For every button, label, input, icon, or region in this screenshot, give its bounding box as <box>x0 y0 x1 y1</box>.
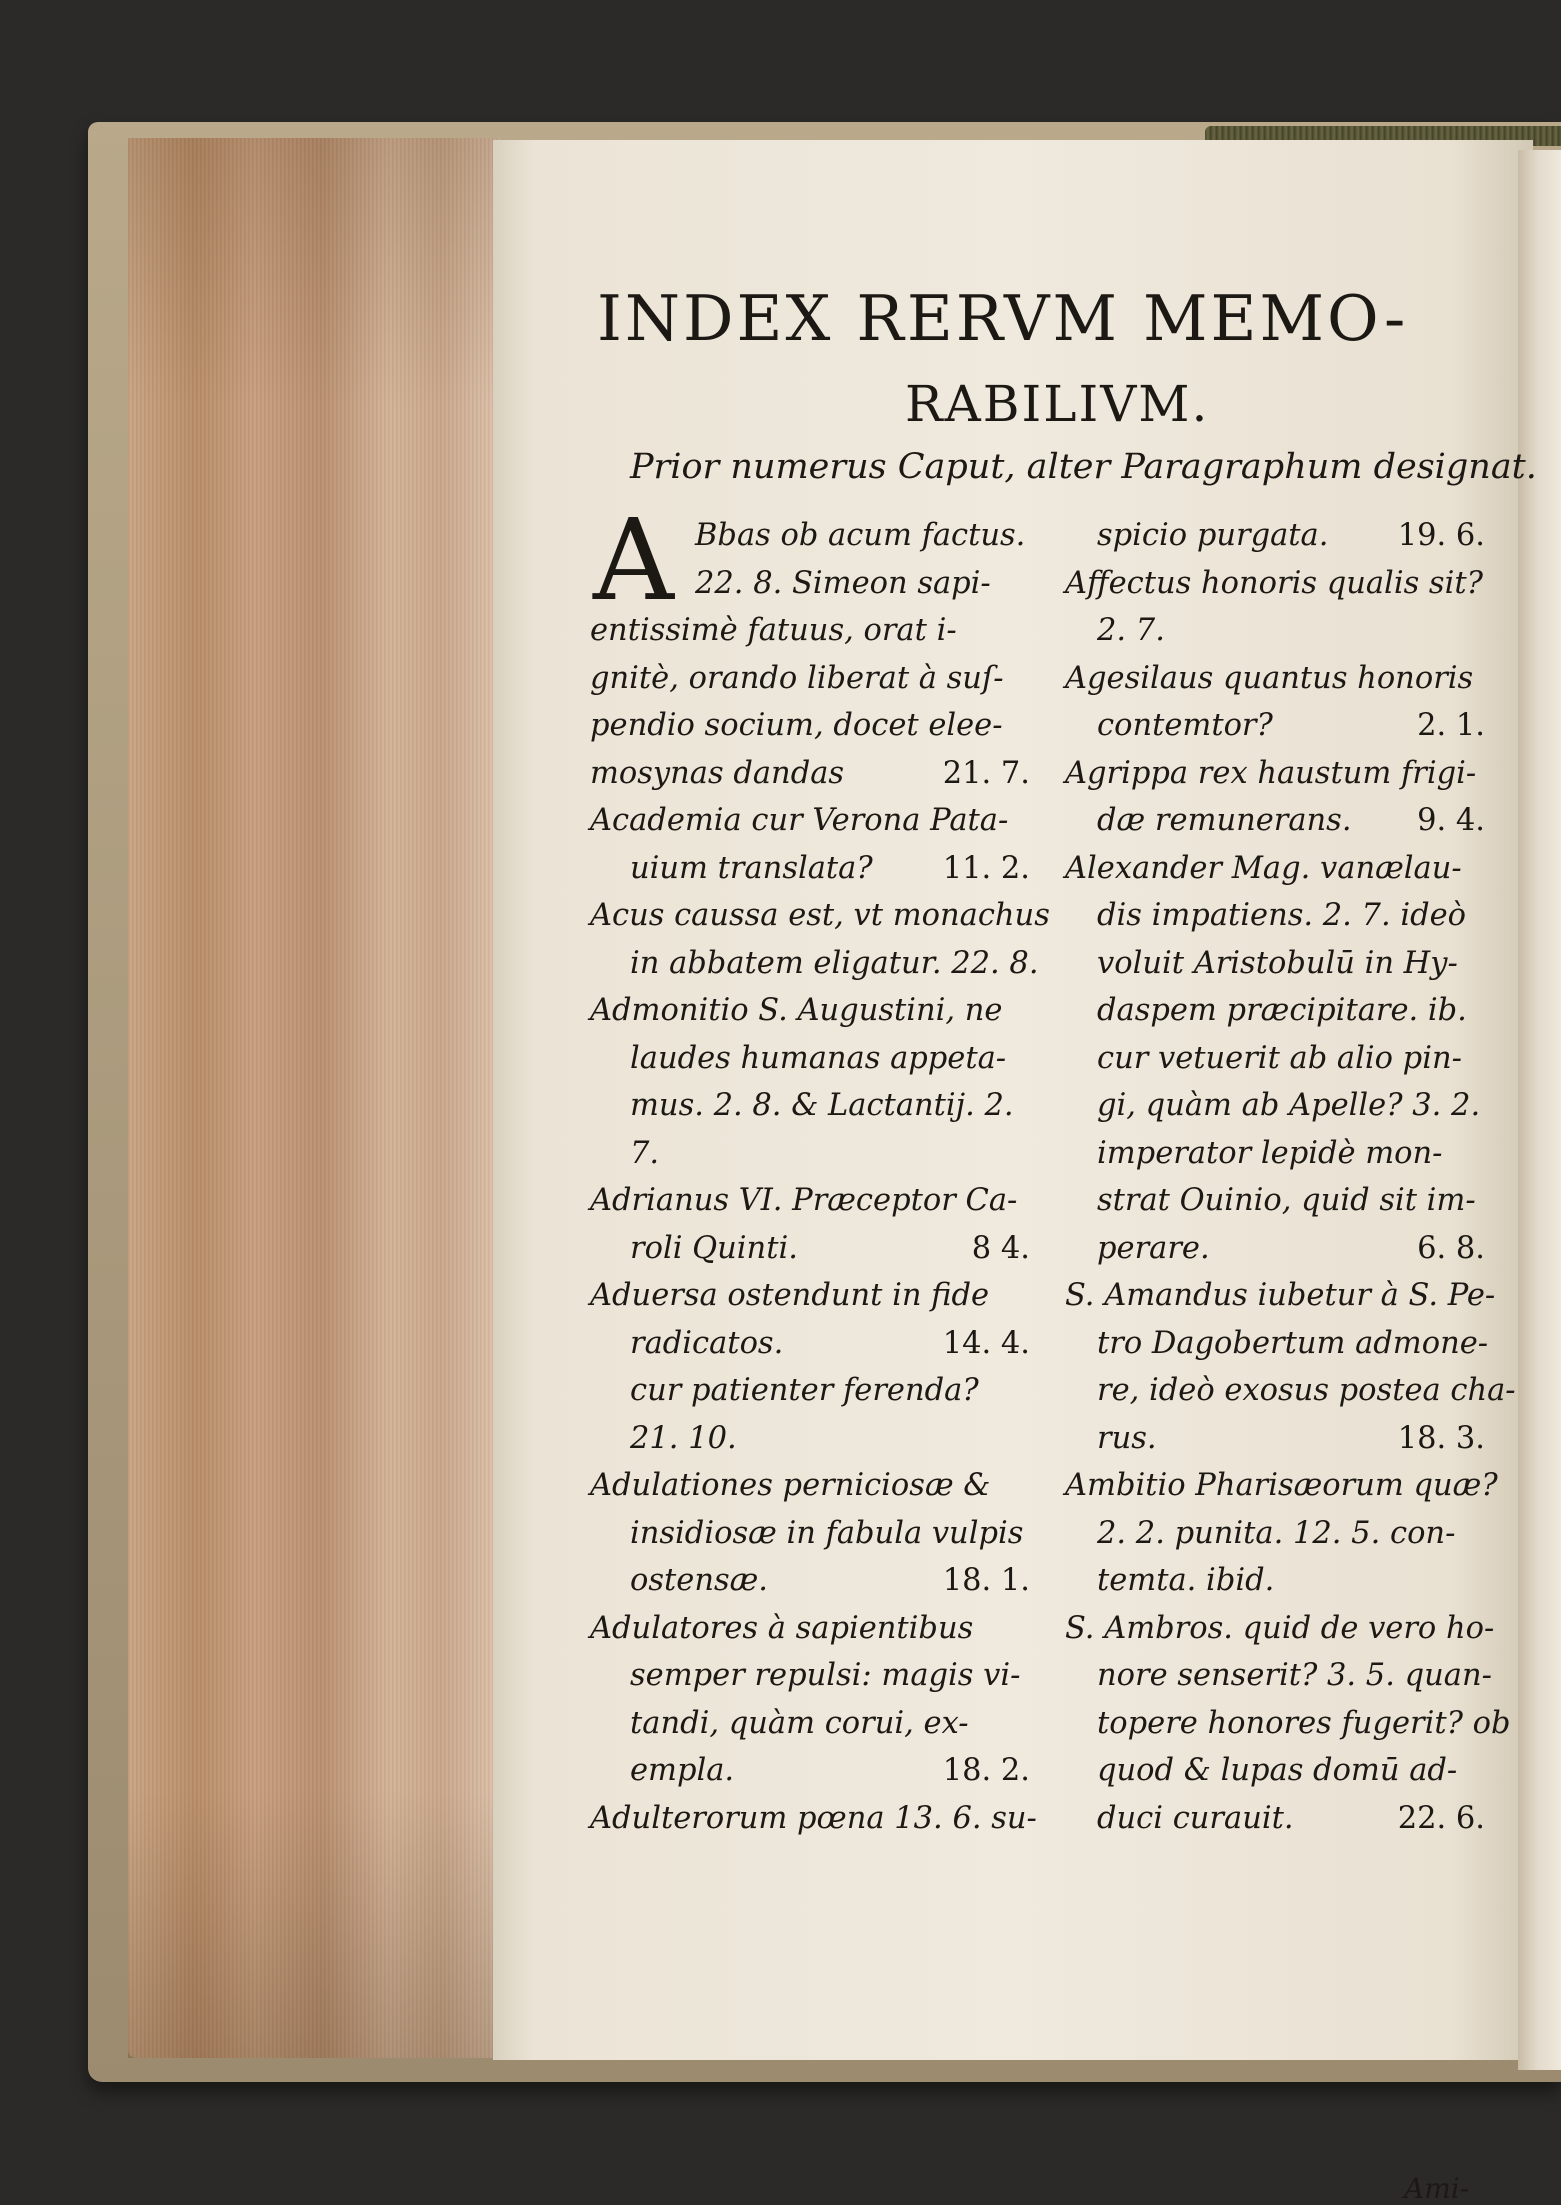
index-entry-text: daspem præcipitare. ib. <box>1097 993 1467 1028</box>
index-entry-line <box>1065 1605 1495 1653</box>
index-entry-line <box>1065 702 1485 750</box>
index-entry-line <box>590 987 1030 1035</box>
index-entry-text: entissimè fatuus, orat i- <box>590 613 957 648</box>
index-entry-text: Affectus honoris qualis sit? <box>1065 565 1483 601</box>
index-entry-text: empla. <box>630 1753 735 1788</box>
index-entry-text: Agesilaus quantus honoris <box>1065 660 1474 696</box>
index-entry-reference: 19. 6. <box>1397 518 1485 553</box>
index-entry-text: Aduersa ostendunt in fide <box>590 1278 990 1313</box>
index-entry-text: Adulterorum pœna 13. 6. su- <box>590 1800 1037 1836</box>
index-column-right <box>1065 512 1516 1842</box>
page-subtitle: Prior numerus Caput, alter Paragraphum designat. <box>630 447 1537 487</box>
index-entry-text: perare. <box>1097 1230 1210 1266</box>
index-entry-text: in abbatem eligatur. 22. 8. <box>630 945 1039 981</box>
index-entry-line <box>590 1510 1030 1558</box>
index-entry-text: S. Amandus iubetur à S. Pe- <box>1065 1278 1496 1313</box>
index-column-left <box>590 512 1050 1842</box>
index-entry-reference: 18. 3. <box>1397 1420 1485 1456</box>
index-entry-text: gi, quàm ab Apelle? 3. 2. <box>1097 1088 1481 1123</box>
drop-capital: A <box>593 496 674 626</box>
index-entry-text: roli Quinti. <box>630 1230 798 1266</box>
index-entry-line <box>590 750 1030 798</box>
index-entry-text: 7. <box>630 1135 660 1171</box>
index-entry-text: uium translata? <box>630 850 873 886</box>
index-entry-text: contemtor? <box>1097 708 1273 743</box>
index-entry-reference: 11. 2. <box>942 850 1030 886</box>
index-entry-text: cur patienter ferenda? <box>630 1373 979 1408</box>
catchword: Ami- <box>1404 2172 1470 2205</box>
index-entry-text: temta. ibid. <box>1097 1563 1275 1598</box>
index-entry-line <box>1065 1272 1496 1320</box>
index-entry-line <box>590 1652 1030 1700</box>
index-entry-text: re, ideò exosus postea cha- <box>1097 1373 1516 1408</box>
page-title-line2: RABILIVM. <box>905 375 1210 433</box>
index-entry-line <box>1065 655 1485 703</box>
index-entry-line <box>1065 1130 1485 1178</box>
index-entry-line <box>590 1605 1030 1653</box>
index-entry-reference: 18. 2. <box>942 1753 1030 1788</box>
index-entry-reference: 6. 8. <box>1417 1230 1485 1266</box>
index-entry-line <box>590 1130 1030 1178</box>
index-entry-line <box>1065 797 1485 845</box>
index-entry-line <box>590 560 1030 608</box>
page-edges-shadow <box>128 138 500 2058</box>
index-entry-text: cur vetuerit ab alio pin- <box>1097 1040 1462 1076</box>
index-entry-text: laudes humanas appeta- <box>630 1040 1007 1076</box>
index-entry-line <box>590 1557 1030 1605</box>
index-entry-text: Ambitio Pharisæorum quæ? <box>1065 1468 1498 1503</box>
index-entry-line <box>1065 750 1485 798</box>
index-entry-line <box>1065 940 1485 988</box>
index-entry-text: S. Ambros. quid de vero ho- <box>1065 1610 1495 1646</box>
index-entry-line <box>590 940 1039 988</box>
index-entry-line <box>590 607 1030 655</box>
index-entry-reference: 9. 4. <box>1417 803 1485 838</box>
index-entry-text: spicio purgata. <box>1097 518 1329 553</box>
index-entry-line <box>1065 560 1485 608</box>
index-entry-line <box>1065 512 1485 560</box>
index-entry-reference: 18. 1. <box>942 1563 1030 1598</box>
index-entry-line <box>590 1272 1030 1320</box>
index-entry-text: mosynas dandas <box>590 755 845 791</box>
index-entry-line <box>590 1415 1030 1463</box>
index-entry-reference: 2. 1. <box>1417 708 1485 743</box>
index-entry-text: Academia cur Verona Pata- <box>590 803 1009 838</box>
index-entry-line <box>590 1320 1030 1368</box>
index-entry-text: ostensæ. <box>630 1563 768 1598</box>
index-entry-text: Adulationes perniciosæ & <box>590 1468 991 1503</box>
index-entry-text: Bbas ob acum factus. <box>695 518 1026 553</box>
index-entry-line <box>590 1367 1030 1415</box>
index-entry-line <box>590 1082 1030 1130</box>
index-entry-reference: 21. 7. <box>942 755 1030 791</box>
facing-page-edge <box>1518 150 1561 2070</box>
index-entry-text: Adulatores à sapientibus <box>590 1610 974 1646</box>
index-entry-text: 21. 10. <box>630 1420 737 1456</box>
index-entry-text: insidiosæ in fabula vulpis <box>630 1515 1024 1551</box>
index-entry-text: radicatos. <box>630 1325 784 1361</box>
index-entry-text: 22. 8. Simeon sapi- <box>695 565 991 601</box>
index-entry-line <box>1065 1795 1485 1843</box>
index-entry-line <box>590 797 1030 845</box>
index-entry-line <box>1065 1225 1485 1273</box>
index-entry-text: Admonitio S. Augustini, ne <box>590 993 1003 1028</box>
index-entry-line <box>1065 1652 1492 1700</box>
index-entry-text: pendio socium, docet elee- <box>590 708 1003 743</box>
index-entry-line <box>590 1035 1030 1083</box>
index-entry-line <box>590 512 1030 560</box>
index-entry-line <box>1065 1367 1516 1415</box>
index-entry-line <box>1065 1510 1485 1558</box>
index-entry-text: Acus caussa est, vt monachus <box>590 898 1050 933</box>
index-entry-line <box>590 1177 1030 1225</box>
index-entry-text: voluit Aristobulū in Hy- <box>1097 945 1458 981</box>
index-entry-line <box>1065 1082 1485 1130</box>
index-entry-line <box>1065 1557 1485 1605</box>
index-entry-line <box>590 702 1030 750</box>
page-title-line1: INDEX RERVM MEMO- <box>597 282 1409 355</box>
index-entry-line <box>590 1462 1030 1510</box>
index-entry-line <box>590 655 1030 703</box>
index-entry-text: topere honores fugerit? ob <box>1097 1705 1511 1741</box>
index-entry-text: mus. 2. 8. & Lactantij. 2. <box>630 1088 1014 1123</box>
index-entry-text: Alexander Mag. vanælau- <box>1065 850 1462 886</box>
index-entry-text: quod & lupas domū ad- <box>1097 1753 1458 1788</box>
index-entry-line <box>1065 892 1485 940</box>
index-entry-text: semper repulsi: magis vi- <box>630 1658 1021 1693</box>
index-entry-text: gnitè, orando liberat à suſ- <box>590 660 1004 696</box>
index-entry-line <box>1065 1747 1485 1795</box>
index-entry-line <box>1065 1700 1511 1748</box>
index-entry-text: Adrianus VI. Præceptor Ca- <box>590 1183 1018 1218</box>
index-entry-line <box>590 845 1030 893</box>
index-entry-line <box>1065 1177 1485 1225</box>
index-entry-text: duci curauit. <box>1097 1800 1294 1836</box>
index-entry-line <box>1065 607 1485 655</box>
index-entry-line <box>590 1225 1030 1273</box>
index-entry-line <box>1065 1462 1498 1510</box>
index-entry-text: dis impatiens. 2. 7. ideò <box>1097 898 1467 933</box>
index-entry-reference: 8 4. <box>971 1230 1030 1266</box>
index-entry-text: tro Dagobertum admone- <box>1097 1325 1489 1361</box>
index-entry-line <box>1065 1035 1485 1083</box>
index-entry-line <box>590 892 1050 940</box>
index-entry-line <box>590 1795 1037 1843</box>
index-entry-text: rus. <box>1097 1420 1157 1456</box>
index-entry-line <box>1065 1320 1489 1368</box>
index-entry-text: 2. 2. punita. 12. 5. con- <box>1097 1515 1456 1551</box>
index-entry-text: tandi, quàm corui, ex- <box>630 1705 969 1741</box>
index-entry-line <box>1065 987 1485 1035</box>
index-entry-line <box>1065 845 1485 893</box>
index-entry-text: 2. 7. <box>1097 613 1165 648</box>
index-entry-reference: 14. 4. <box>942 1325 1030 1361</box>
index-entry-line <box>1065 1415 1485 1463</box>
index-entry-text: nore senserit? 3. 5. quan- <box>1097 1658 1492 1693</box>
index-entry-reference: 22. 6. <box>1397 1800 1485 1836</box>
index-entry-text: dæ remunerans. <box>1097 803 1352 838</box>
index-entry-text: strat Ouinio, quid sit im- <box>1097 1183 1476 1218</box>
index-entry-line <box>590 1700 1030 1748</box>
index-entry-text: imperator lepidè mon- <box>1097 1135 1443 1171</box>
index-entry-text: Agrippa rex haustum frigi- <box>1065 755 1477 791</box>
index-entry-line <box>590 1747 1030 1795</box>
